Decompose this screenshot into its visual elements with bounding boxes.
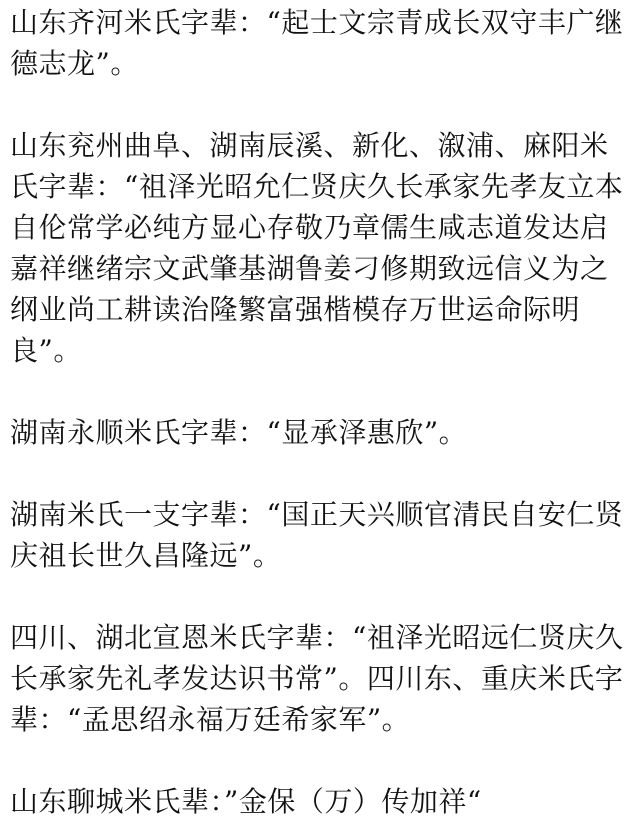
paragraph-shandong-qihe: 山东齐河米氏字辈：“起士文宗青成长双守丰广继德志龙”。: [10, 6, 624, 80]
paragraph-spacer: [10, 371, 630, 412]
paragraph-spacer: [10, 576, 630, 617]
paragraph-spacer: [10, 453, 630, 494]
paragraph-hunan-yongshun: 湖南永顺米氏字辈：“显承泽惠欣”。: [10, 416, 468, 449]
paragraph-shandong-yanzhou-hunan: 山东兖州曲阜、湖南辰溪、新化、溆浦、麻阳米氏字辈：“祖泽光昭允仁贤庆久长承家先孝友立本自伦常学必纯方显心存敬乃章儒生咸志道发达启嘉祥继绪宗文武肇基湖鲁姜刁修期致远信义为之纲业尚工耕读治隆繁富强楷模存万世运命际明良”。: [10, 129, 624, 367]
paragraph-sichuan-hubei: 四川、湖北宣恩米氏字辈：“祖泽光昭远仁贤庆久长承家先礼孝发达识书常”。四川东、重庆米氏字辈：“孟思绍永福万廷希家军”。: [10, 621, 624, 736]
paragraph-spacer: [10, 84, 630, 125]
paragraph-spacer: [10, 740, 630, 781]
paragraph-hunan-branch: 湖南米氏一支字辈：“国正天兴顺官清民自安仁贤庆祖长世久昌隆远”。: [10, 498, 624, 572]
paragraph-shandong-liaocheng: 山东聊城米氏辈：”金保（万）传加祥“: [10, 785, 482, 818]
